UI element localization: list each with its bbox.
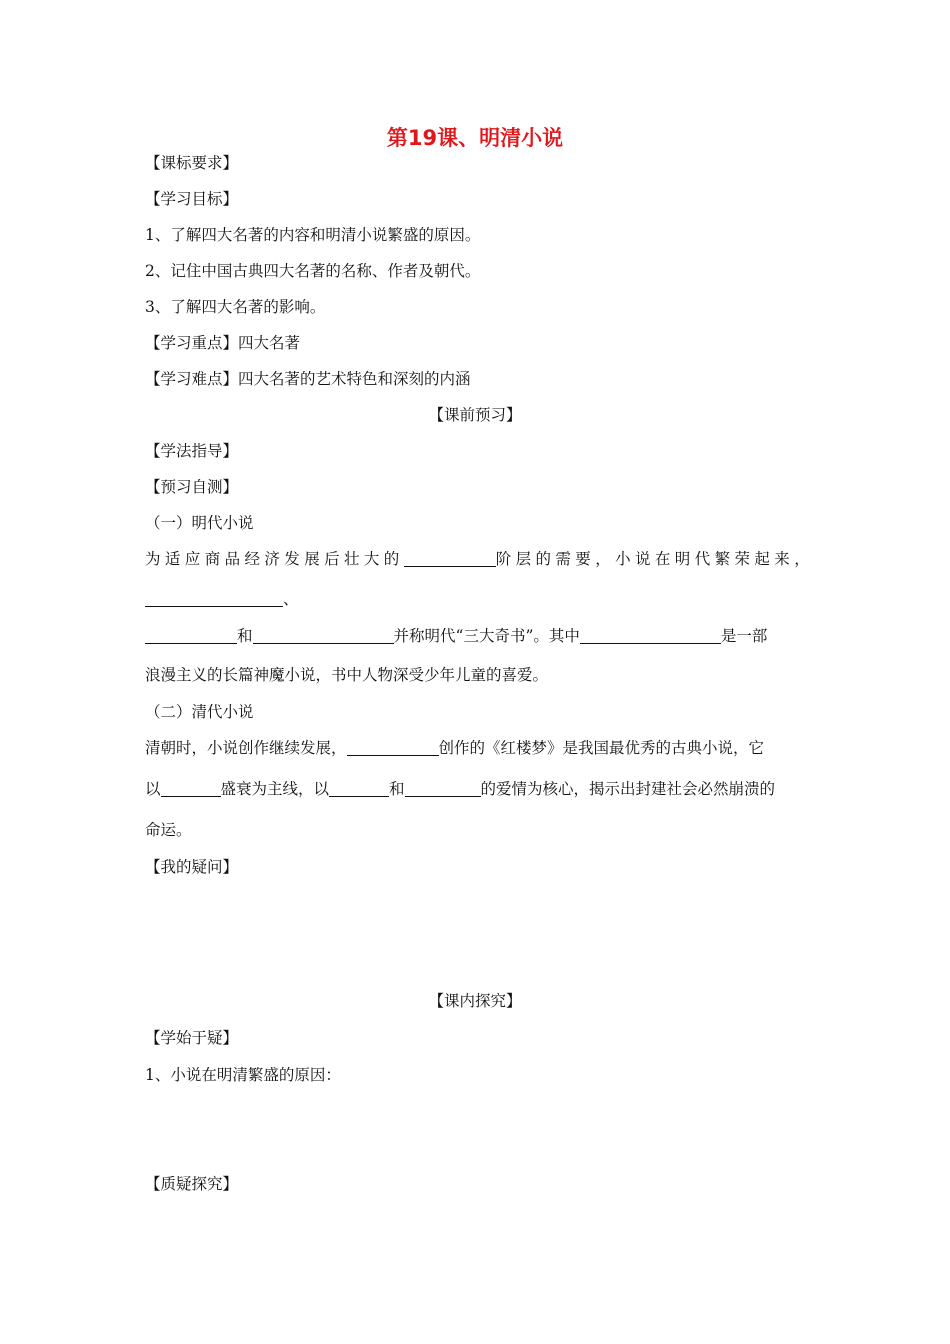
text: 盛衰为主线，以 <box>220 780 330 798</box>
qing-paragraph-line-1 <box>145 737 764 759</box>
objective-1: 1、了解四大名著的内容和明清小说繁盛的原因。 <box>145 226 481 244</box>
objective-2: 2、记住中国古典四大名著的名称、作者及朝代。 <box>145 262 481 280</box>
fill-blank[interactable] <box>161 781 221 797</box>
text: 和 <box>237 627 253 645</box>
self-test-heading: 【预习自测】 <box>145 478 239 496</box>
fill-blank[interactable] <box>347 740 439 756</box>
text: 创作的《红楼梦》是我国最优秀的古典小说，它 <box>438 739 765 757</box>
qing-paragraph-line-2 <box>145 778 775 800</box>
method-heading: 【学法指导】 <box>145 442 239 460</box>
page-title: 第19课、明清小说 <box>386 126 564 150</box>
fill-blank[interactable] <box>145 628 237 644</box>
my-questions-heading: 【我的疑问】 <box>145 858 239 876</box>
inquiry-heading: 【质疑探究】 <box>145 1175 239 1193</box>
fill-blank[interactable] <box>253 628 394 644</box>
fill-blank[interactable] <box>405 781 481 797</box>
ming-paragraph-line-4: 浪漫主义的长篇神魔小说，书中人物深受少年儿童的喜爱。 <box>145 666 549 684</box>
text: 是一部 <box>720 627 768 645</box>
text: 以 <box>145 780 161 798</box>
ming-heading: （一）明代小说 <box>145 514 254 532</box>
text: 清朝时，小说创作继续发展， <box>145 739 347 757</box>
objectives-heading: 【学习目标】 <box>145 190 239 208</box>
difficulty: 【学习难点】四大名著的艺术特色和深刻的内涵 <box>145 370 471 388</box>
ming-paragraph-line-2 <box>145 588 299 610</box>
text: 为适应商品经济发展后壮大的 <box>145 550 404 568</box>
text: 阶层的需要，小说在明代繁荣起来， <box>495 550 815 568</box>
ming-paragraph-line-1 <box>145 548 814 570</box>
fill-blank[interactable] <box>580 628 721 644</box>
curriculum-heading: 【课标要求】 <box>145 154 239 172</box>
fill-blank[interactable] <box>329 781 389 797</box>
fill-blank[interactable] <box>145 591 283 607</box>
text: 的爱情为核心，揭示出封建社会必然崩溃的 <box>480 780 776 798</box>
fill-blank[interactable] <box>404 551 496 567</box>
doubt-heading: 【学始于疑】 <box>145 1029 239 1047</box>
qing-heading: （二）清代小说 <box>145 703 254 721</box>
preview-heading: 【课前预习】 <box>428 406 522 424</box>
text: 并称明代“三大奇书”。其中 <box>393 627 580 645</box>
qing-paragraph-line-3: 命运。 <box>145 821 192 839</box>
objective-3: 3、了解四大名著的影响。 <box>145 298 326 316</box>
ming-paragraph-line-3 <box>145 625 767 647</box>
key-point: 【学习重点】四大名著 <box>145 334 301 352</box>
explore-heading: 【课内探究】 <box>428 992 522 1010</box>
reason-question: 1、小说在明清繁盛的原因： <box>145 1066 341 1084</box>
text: 和 <box>389 780 405 798</box>
separator: 、 <box>283 590 299 608</box>
